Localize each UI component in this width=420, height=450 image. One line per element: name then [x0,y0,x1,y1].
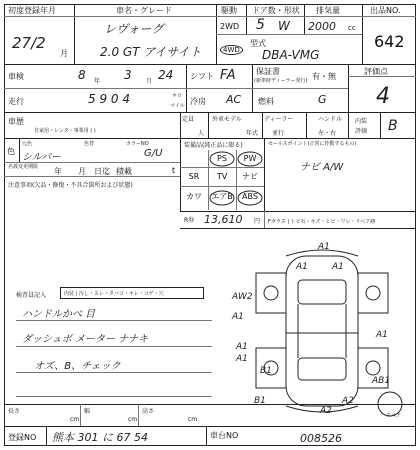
name-change-year: 年 [54,167,62,176]
glass-row: Fガラス | トビ石・キズ・ヒビ・ワレ・リペア跡 [268,219,376,225]
r-ticket-unit: 円 [254,218,261,225]
notes-label: 注意事項(欠品・修復・不具合箇所および状態) [8,182,133,189]
length-unit: cm [70,416,80,423]
height-unit: cm [188,416,198,423]
shift-value: FA [220,68,236,83]
score-value: 4 [376,84,390,109]
equip-airbag: エアB [211,192,233,201]
width-label: 幅 [84,408,91,415]
interior-sub: 評価 [355,128,368,135]
import-sub: 年式 [246,130,259,137]
reg-label: 登録NO [8,433,37,442]
diagram-mark-left-5: B1 [260,366,272,376]
car-name: レヴォーグ [104,22,164,36]
equip-navi: ナビ [242,172,258,181]
warranty-sub: (新車時ディーラー発行) [254,78,308,84]
diagram-mark-front-3: A1 [332,262,344,272]
history-label: 車歴 [8,117,24,126]
dealer-label: ディーラー [264,116,294,123]
diagram-mark-right: A1 [376,330,388,340]
r-ticket-label: R券 [184,217,195,224]
inspector-line-2: ダッシュボ メーター ナナキ [22,334,149,345]
lot-label: 出品NO. [370,6,401,15]
equipment-label: 装備品(純正品に限る) [184,142,243,149]
sales-points-label: セールスポイント(正常に作動するもの) [268,141,357,147]
mileage-label: 走行 [8,97,24,106]
capacity-unit: 人 [198,130,205,137]
load-label: 積載 [116,167,132,176]
diagram-mark-left-4: A1 [236,354,248,364]
warranty-label: 保証書 [256,67,280,76]
width-unit: cm [128,416,138,423]
diagram-mark-rear: A2 [320,406,332,416]
diagram-mark-right-2: AB1 [372,376,391,386]
capacity-label: 定員 [182,116,195,123]
height-label: 高さ [142,408,155,415]
diagram-mark-left-1: AW2 [232,292,253,302]
lot-value: 642 [374,32,405,51]
name-change-day: 日迄 [94,167,110,176]
carname-label: 車名・グレード [116,6,172,15]
interior-label: 内装 [355,118,368,125]
reg-value: 熊本 301 に 67 54 [52,431,148,444]
ac-label: 冷房 [190,97,206,106]
name-change-month: 月 [78,167,86,176]
history-sub: 自家用・レンタ・事業用 ( ) [34,128,96,134]
inspection-label: 車検 [8,72,24,81]
equip-pw: PW [243,154,257,163]
ac-value: AC [226,93,242,106]
inspector-options: 内装 | 汚し・スレ・タバコ・キレ・コゲ・穴 [64,291,164,297]
original-color-value: シルバー [22,152,62,163]
inspector-label: 検査員記入 [16,292,47,299]
km-label: キロ [172,93,183,99]
displacement-label: 排気量 [316,6,340,15]
color-no-value: G/U [144,148,163,159]
first-reg-value: 27/2 [12,34,46,52]
handle-value: 左・右 [318,130,337,137]
equip-sr: SR [188,172,200,181]
color-change-label: 色替 [84,141,95,147]
warranty-options: 有・無 [312,72,336,81]
drive-4wd: 4WD [220,45,243,55]
frame-label: 車台NO [210,431,239,440]
cc-unit: cc [348,24,356,32]
inspector-line-3: オズ、B、チェック [34,361,121,372]
displacement-value: 2000 [308,20,336,33]
sales-points-value: ナビ A/W [300,162,344,173]
body-type: W [278,19,290,33]
model-value: DBA-VMG [262,48,320,62]
interior-value: B [388,118,398,134]
load-unit: t [172,166,176,175]
diagram-mark-front-2: A1 [296,262,308,272]
doors-value: 5 [256,17,265,33]
equip-tv: TV [216,172,228,181]
equip-ps: PS [217,154,227,163]
handle-label: ハンドル [318,116,343,123]
first-reg-label: 初度登録年月 [8,6,56,15]
doors-label: ドア数・形状 [252,6,300,15]
drive-2wd: 2WD [220,22,240,31]
frame-value: 008526 [300,432,342,445]
equip-leather: カワ [186,192,202,201]
inspector-line-1: ハンドルかべ 目 [22,309,96,320]
spare-label: スペア [386,413,402,419]
month-suffix: 月 [60,49,68,58]
diagram-mark-left-3: A1 [236,342,248,352]
dealer-sub: 並行 [272,130,285,137]
name-change-label: 名義変更期限 [8,164,39,170]
diagram-mark-left-2: A1 [232,312,244,322]
car-grade: 2.0 GT アイサイト [100,45,202,59]
equip-abs: ABS [242,192,258,201]
drive-label: 駆動 [221,6,237,15]
inspection-month: 3 [124,68,132,82]
color-no-label: カラーNO [126,141,149,147]
import-label: 外車モデル [212,116,242,123]
mileage-value: 5 9 0 4 [88,92,130,106]
r-ticket-value: 13,610 [204,213,243,226]
shift-label: シフト [190,72,214,81]
color-label: 色 [7,147,15,156]
mile-label: マイル [170,103,185,109]
fuel-label: 燃料 [258,97,274,106]
diagram-mark-left-6: B1 [254,396,266,406]
diagram-mark-rear-2: A2 [342,396,354,406]
length-label: 長さ [8,408,21,415]
original-color-label: 元色 [22,141,33,147]
inspection-day: 24 [158,68,174,82]
inspection-year: 8 [78,68,86,82]
score-label: 評価点 [364,67,388,76]
equip-circles [180,150,264,210]
diagram-mark-front: A1 [318,242,330,252]
model-label: 型式 [250,39,266,48]
fuel-value: G [318,93,327,106]
